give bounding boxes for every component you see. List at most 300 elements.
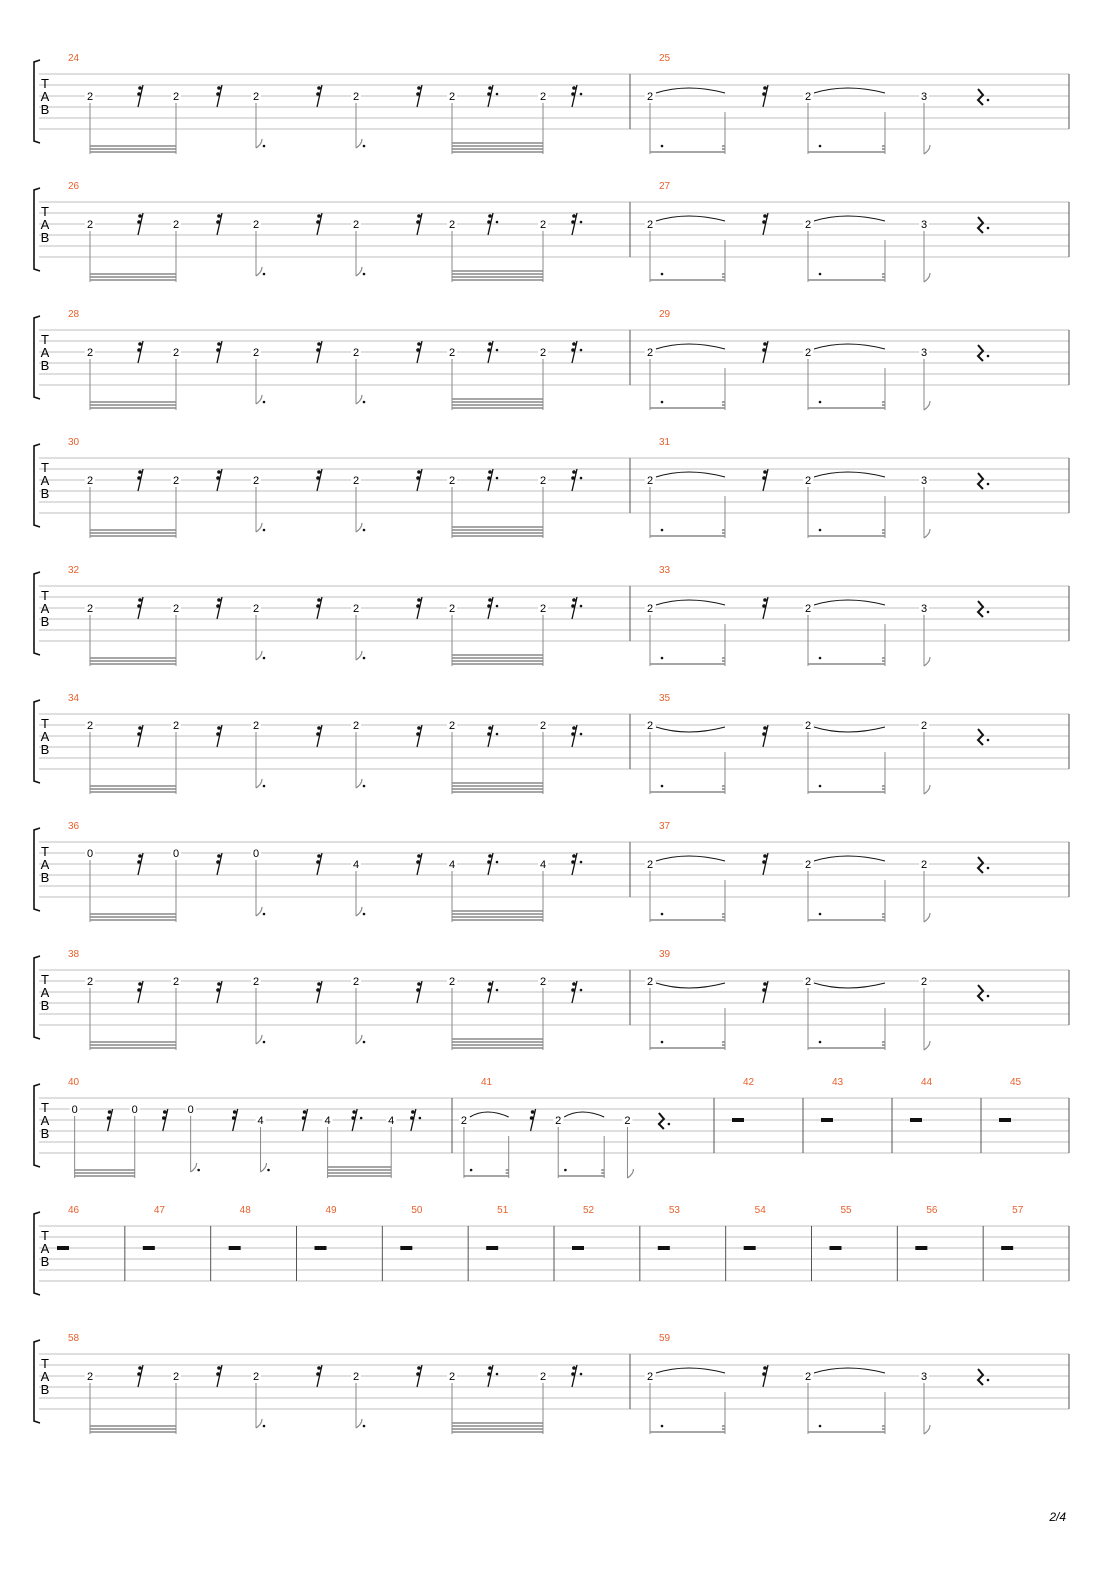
rest-flag	[316, 348, 320, 352]
measure-number: 44	[921, 1077, 933, 1088]
fret-number: 4	[539, 859, 547, 871]
whole-rest	[572, 1246, 584, 1250]
fret-number: 4	[324, 1115, 331, 1127]
whole-rest	[744, 1246, 756, 1250]
fret-number: 2	[448, 91, 456, 103]
rest-flag	[216, 604, 220, 608]
note-flag	[924, 1041, 930, 1050]
quarter-rest	[659, 1113, 664, 1129]
rest-flag	[487, 220, 491, 224]
fret-number: 2	[646, 976, 654, 988]
measure-number: 26	[68, 181, 80, 192]
measure-number: 49	[325, 1205, 337, 1216]
fret-number: 2	[252, 976, 260, 988]
rest-flag	[488, 1366, 492, 1370]
rest-dot	[580, 605, 583, 608]
measure-number: 36	[68, 821, 80, 832]
rest-flag	[487, 1372, 491, 1376]
rest-flag	[571, 732, 575, 736]
measure-number: 47	[153, 1205, 165, 1216]
rest-flag	[217, 598, 221, 602]
note-flag	[356, 139, 362, 148]
measure-59	[645, 1333, 1069, 1434]
note-dot	[263, 273, 266, 276]
fret-number: 2	[448, 219, 456, 231]
measure-28	[68, 309, 630, 410]
rest-flag	[572, 214, 576, 218]
tie	[656, 600, 725, 605]
note-dot	[363, 913, 366, 916]
note-flag	[924, 913, 930, 922]
rest-dot	[496, 605, 499, 608]
fret-number: 2	[804, 347, 812, 359]
note-flag	[256, 395, 262, 404]
tab-clef-letter: T	[41, 1228, 49, 1243]
rest-flag	[138, 342, 142, 346]
rest-dot	[987, 355, 990, 358]
whole-rest	[400, 1246, 412, 1250]
rest-flag	[488, 342, 492, 346]
note-flag	[356, 395, 362, 404]
measure-number: 27	[659, 181, 671, 192]
note-flag	[261, 1163, 267, 1172]
note-dot	[661, 145, 664, 148]
note-dot	[661, 1425, 664, 1428]
measure-31	[645, 437, 1069, 538]
rest-flag	[216, 860, 220, 864]
rest-flag	[138, 726, 142, 730]
rest-flag	[763, 86, 767, 90]
note-dot	[470, 1169, 473, 1172]
rest-flag	[317, 470, 321, 474]
fret-number: 2	[86, 475, 94, 487]
tie	[814, 983, 885, 988]
note-flag	[191, 1163, 197, 1172]
rest-flag	[571, 476, 575, 480]
tie	[814, 600, 885, 605]
rest-flag	[417, 726, 421, 730]
tab-clef-letter: T	[41, 76, 49, 91]
fret-number: 3	[920, 603, 928, 615]
fret-number: 2	[646, 720, 654, 732]
rest-flag	[138, 1366, 142, 1370]
rest-flag	[216, 476, 220, 480]
note-flag	[356, 267, 362, 276]
system-7	[34, 821, 1069, 922]
measure-number: 58	[68, 1333, 80, 1344]
whole-rest	[229, 1246, 241, 1250]
rest-dot	[496, 93, 499, 96]
fret-number: 2	[352, 219, 360, 231]
note-dot	[363, 1425, 366, 1428]
fret-number: 3	[920, 219, 928, 231]
fret-number: 3	[920, 91, 928, 103]
measure-30	[68, 437, 630, 538]
fret-number: 2	[448, 976, 456, 988]
rest-flag	[137, 604, 141, 608]
tie	[814, 1368, 885, 1373]
whole-rest	[732, 1118, 744, 1122]
tab-clef-letter: B	[40, 1254, 50, 1269]
fret-number: 2	[252, 1371, 260, 1383]
rest-flag	[138, 598, 142, 602]
rest-flag	[416, 732, 420, 736]
rest-flag	[488, 598, 492, 602]
note-dot	[363, 273, 366, 276]
rest-flag	[316, 988, 320, 992]
note-dot	[661, 1041, 664, 1044]
rest-flag	[217, 854, 221, 858]
quarter-rest	[978, 473, 983, 489]
measure-number: 25	[659, 53, 671, 64]
tab-clef-letter: T	[41, 716, 49, 731]
fret-number: 2	[252, 603, 260, 615]
tab-clef-letter: A	[40, 1369, 50, 1384]
fret-number: 2	[804, 91, 812, 103]
note-dot	[263, 1425, 266, 1428]
rest-flag	[571, 860, 575, 864]
system-bracket	[34, 1212, 40, 1295]
fret-number: 2	[539, 720, 547, 732]
fret-number: 2	[86, 219, 94, 231]
rest-flag	[762, 220, 766, 224]
tie	[656, 344, 725, 349]
quarter-rest	[978, 601, 983, 617]
rest-flag	[572, 598, 576, 602]
quarter-rest	[978, 985, 983, 1001]
system-bracket	[34, 444, 40, 527]
tab-clef-letter: T	[41, 1100, 49, 1115]
system-bracket	[34, 60, 40, 143]
rest-flag	[417, 854, 421, 858]
fret-number: 2	[804, 475, 812, 487]
measure-36	[68, 821, 630, 922]
fret-number: 2	[920, 720, 928, 732]
fret-number: 2	[172, 976, 180, 988]
rest-flag	[137, 860, 141, 864]
rest-dot	[580, 989, 583, 992]
note-dot	[819, 401, 822, 404]
note-dot	[263, 529, 266, 532]
rest-flag	[137, 220, 141, 224]
measure-25	[645, 53, 1069, 154]
rest-flag	[216, 92, 220, 96]
system-3	[34, 309, 1069, 410]
tab-clef-letter: A	[40, 89, 50, 104]
tab-clef-letter: A	[40, 473, 50, 488]
measure-24	[68, 53, 630, 154]
rest-flag	[763, 726, 767, 730]
measure-number: 32	[68, 565, 80, 576]
rest-flag	[137, 348, 141, 352]
fret-number: 2	[555, 1115, 562, 1127]
measure-number: 24	[68, 53, 80, 64]
note-dot	[363, 785, 366, 788]
fret-number: 2	[539, 1371, 547, 1383]
tab-clef-letter: T	[41, 1356, 49, 1371]
rest-dot	[496, 349, 499, 352]
fret-number: 2	[352, 1371, 360, 1383]
fret-number: 0	[172, 848, 180, 860]
rest-flag	[572, 86, 576, 90]
measure-37	[645, 821, 1069, 922]
system-6	[34, 693, 1069, 794]
tab-clef-letter: A	[40, 985, 50, 1000]
rest-dot	[987, 227, 990, 230]
measure-number: 28	[68, 309, 80, 320]
rest-flag	[487, 732, 491, 736]
note-flag	[256, 139, 262, 148]
fret-number: 0	[131, 1104, 138, 1116]
rest-flag	[487, 988, 491, 992]
rest-flag	[217, 726, 221, 730]
fret-number: 2	[539, 976, 547, 988]
rest-flag	[763, 214, 767, 218]
tab-clef-letter: T	[41, 844, 49, 859]
tie	[656, 983, 725, 988]
rest-dot	[987, 99, 990, 102]
fret-number: 2	[352, 91, 360, 103]
fret-number: 2	[86, 347, 94, 359]
fret-number: 2	[920, 976, 928, 988]
tie	[656, 727, 725, 732]
rest-flag	[216, 1372, 220, 1376]
fret-number: 4	[257, 1115, 264, 1127]
tie	[814, 856, 885, 861]
note-flag	[924, 785, 930, 794]
rest-flag	[216, 220, 220, 224]
measure-number: 50	[411, 1205, 423, 1216]
tab-clef-letter: B	[40, 998, 50, 1013]
rest-flag	[137, 732, 141, 736]
rest-flag	[317, 854, 321, 858]
whole-rest	[915, 1246, 927, 1250]
fret-number: 2	[172, 603, 180, 615]
tab-clef-letter: A	[40, 217, 50, 232]
rest-dot	[496, 221, 499, 224]
rest-flag	[763, 1366, 767, 1370]
fret-number: 2	[460, 1115, 467, 1127]
rest-flag	[762, 732, 766, 736]
note-flag	[924, 273, 930, 282]
rest-flag	[137, 476, 141, 480]
rest-flag	[487, 348, 491, 352]
rest-flag	[488, 726, 492, 730]
rest-flag	[571, 988, 575, 992]
rest-flag	[417, 1366, 421, 1370]
tie	[814, 216, 885, 221]
tab-clef-letter: B	[40, 614, 50, 629]
fret-number: 2	[804, 976, 812, 988]
fret-number: 2	[252, 720, 260, 732]
fret-number: 2	[539, 219, 547, 231]
rest-flag	[316, 732, 320, 736]
note-dot	[263, 1041, 266, 1044]
system-4	[34, 437, 1069, 538]
rest-dot	[987, 611, 990, 614]
rest-flag	[216, 732, 220, 736]
note-dot	[819, 1425, 822, 1428]
fret-number: 2	[539, 475, 547, 487]
rest-flag	[763, 982, 767, 986]
system-8	[34, 949, 1069, 1050]
note-dot	[363, 529, 366, 532]
rest-dot	[496, 989, 499, 992]
measure-number: 53	[668, 1205, 680, 1216]
quarter-rest	[978, 729, 983, 745]
fret-number: 0	[86, 848, 94, 860]
rest-dot	[496, 1373, 499, 1376]
whole-rest	[486, 1246, 498, 1250]
note-dot	[661, 913, 664, 916]
measure-number: 34	[68, 693, 80, 704]
tab-clef-letter: A	[40, 601, 50, 616]
rest-flag	[316, 860, 320, 864]
fret-number: 2	[352, 603, 360, 615]
measure-58	[68, 1333, 630, 1434]
whole-rest	[1001, 1246, 1013, 1250]
fret-number: 2	[448, 603, 456, 615]
rest-flag	[216, 988, 220, 992]
quarter-rest	[978, 89, 983, 105]
rest-flag	[488, 854, 492, 858]
fret-number: 2	[252, 475, 260, 487]
tab-clef-letter: T	[41, 972, 49, 987]
measure-number: 40	[68, 1077, 80, 1088]
rest-dot	[987, 739, 990, 742]
rest-flag	[762, 476, 766, 480]
rest-flag	[316, 220, 320, 224]
note-flag	[256, 523, 262, 532]
rest-flag	[217, 214, 221, 218]
system-1	[34, 53, 1069, 154]
note-flag	[256, 1035, 262, 1044]
rest-flag	[571, 92, 575, 96]
rest-flag	[302, 1116, 306, 1120]
rest-flag	[217, 470, 221, 474]
rest-flag	[233, 1110, 237, 1114]
note-dot	[661, 401, 664, 404]
tab-clef-letter: T	[41, 588, 49, 603]
rest-flag	[763, 598, 767, 602]
quarter-rest	[978, 217, 983, 233]
whole-rest	[910, 1118, 922, 1122]
note-flag	[356, 651, 362, 660]
fret-number: 2	[448, 475, 456, 487]
fret-number: 2	[172, 720, 180, 732]
rest-flag	[107, 1116, 111, 1120]
rest-flag	[530, 1116, 534, 1120]
rest-flag	[488, 86, 492, 90]
tie	[470, 1112, 509, 1117]
rest-flag	[487, 604, 491, 608]
whole-rest	[315, 1246, 327, 1250]
measure-number: 45	[1010, 1077, 1022, 1088]
whole-rest	[57, 1246, 69, 1250]
note-dot	[197, 1169, 200, 1172]
measure-32	[68, 565, 630, 666]
note-flag	[356, 1419, 362, 1428]
measure-33	[645, 565, 1069, 666]
rest-flag	[488, 982, 492, 986]
fret-number: 0	[71, 1104, 78, 1116]
fret-number: 2	[448, 1371, 456, 1383]
system-bracket	[34, 316, 40, 399]
note-dot	[564, 1169, 567, 1172]
fret-number: 0	[187, 1104, 194, 1116]
measure-number: 30	[68, 437, 80, 448]
rest-dot	[419, 1117, 422, 1120]
rest-flag	[572, 1366, 576, 1370]
rest-flag	[216, 348, 220, 352]
rest-flag	[763, 854, 767, 858]
whole-rest	[658, 1246, 670, 1250]
tab-clef-letter: B	[40, 486, 50, 501]
measure-number: 41	[481, 1077, 493, 1088]
rest-flag	[137, 1372, 141, 1376]
rest-flag	[108, 1110, 112, 1114]
system-9	[34, 1077, 1069, 1178]
tie	[564, 1112, 604, 1117]
fret-number: 2	[86, 976, 94, 988]
note-flag	[256, 267, 262, 276]
measure-number: 43	[832, 1077, 844, 1088]
rest-flag	[572, 726, 576, 730]
measure-26	[68, 181, 630, 282]
rest-flag	[531, 1110, 535, 1114]
fret-number: 2	[646, 475, 654, 487]
fret-number: 3	[920, 475, 928, 487]
measure-34	[68, 693, 630, 794]
measure-number: 37	[659, 821, 671, 832]
rest-flag	[138, 86, 142, 90]
rest-flag	[232, 1116, 236, 1120]
rest-flag	[162, 1116, 166, 1120]
note-dot	[661, 273, 664, 276]
note-flag	[256, 779, 262, 788]
tie	[656, 472, 725, 477]
tab-clef-letter: T	[41, 460, 49, 475]
note-flag	[256, 651, 262, 660]
rest-flag	[317, 342, 321, 346]
rest-flag	[410, 1116, 414, 1120]
fret-number: 2	[804, 1371, 812, 1383]
tab-clef-letter: A	[40, 345, 50, 360]
measure-number: 59	[659, 1333, 671, 1344]
tie	[656, 856, 725, 861]
note-dot	[819, 273, 822, 276]
note-dot	[267, 1169, 270, 1172]
measure-39	[645, 949, 1069, 1050]
rest-flag	[762, 860, 766, 864]
rest-dot	[580, 1373, 583, 1376]
quarter-rest	[978, 345, 983, 361]
system-bracket	[34, 828, 40, 911]
note-dot	[263, 913, 266, 916]
rest-flag	[138, 854, 142, 858]
note-flag	[924, 401, 930, 410]
note-dot	[363, 401, 366, 404]
rest-dot	[987, 867, 990, 870]
whole-rest	[821, 1118, 833, 1122]
note-dot	[661, 785, 664, 788]
measure-number: 46	[68, 1205, 80, 1216]
fret-number: 4	[388, 1115, 395, 1127]
rest-flag	[571, 1372, 575, 1376]
rest-dot	[580, 477, 583, 480]
tie	[656, 88, 725, 93]
fret-number: 2	[252, 91, 260, 103]
